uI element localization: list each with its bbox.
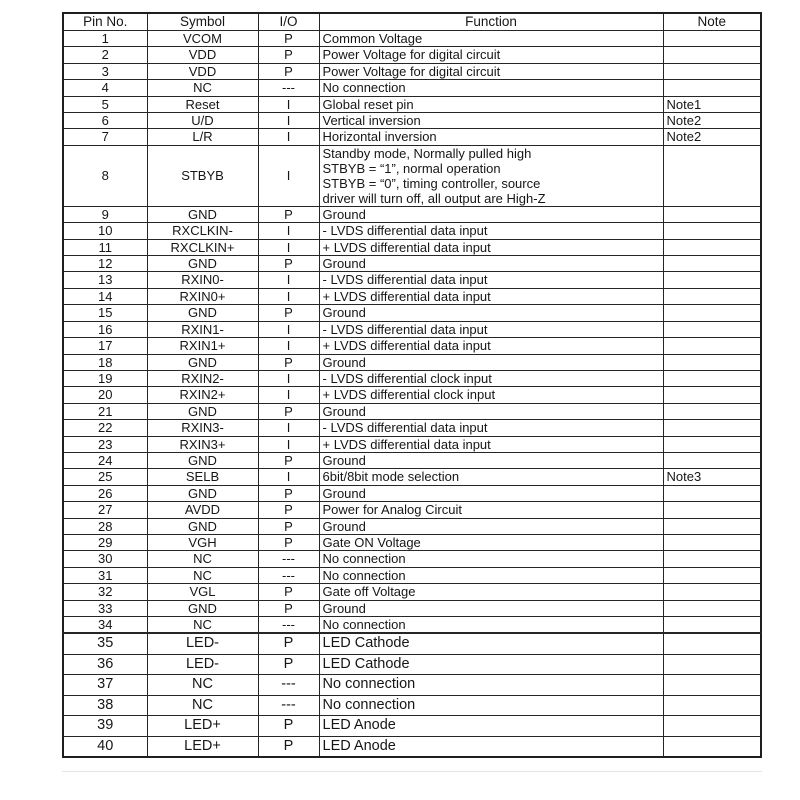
pin-note — [663, 288, 761, 304]
pin-row-14 — [63, 288, 761, 304]
pin-function: + LVDS differential clock input — [319, 387, 663, 403]
pin-note — [663, 403, 761, 419]
pin-note — [663, 654, 761, 675]
pin-row-28 — [63, 518, 761, 534]
pin-symbol: AVDD — [147, 502, 258, 518]
pin-io: I — [258, 145, 319, 206]
pin-note — [663, 145, 761, 206]
pin-note — [663, 272, 761, 288]
pin-number: 8 — [63, 145, 147, 206]
pin-function: - LVDS differential data input — [319, 272, 663, 288]
pin-row-15 — [63, 305, 761, 321]
pin-io: --- — [258, 567, 319, 583]
pin-function: + LVDS differential data input — [319, 436, 663, 452]
pin-note — [663, 223, 761, 239]
pin-function: 6bit/8bit mode selection — [319, 469, 663, 485]
table-header-row — [63, 13, 761, 31]
pin-function: - LVDS differential clock input — [319, 370, 663, 386]
pin-note — [663, 31, 761, 47]
pin-symbol: L/R — [147, 129, 258, 145]
pin-io: I — [258, 129, 319, 145]
pin-symbol: LED+ — [147, 716, 258, 737]
pin-io: P — [258, 518, 319, 534]
pin-symbol: NC — [147, 695, 258, 716]
pin-symbol: RXIN0- — [147, 272, 258, 288]
pin-note — [663, 256, 761, 272]
pin-assignment-table — [62, 12, 762, 758]
pin-note — [663, 80, 761, 96]
pin-number: 23 — [63, 436, 147, 452]
pin-number: 33 — [63, 600, 147, 616]
pin-row-13 — [63, 272, 761, 288]
pin-note — [663, 305, 761, 321]
pin-symbol: GND — [147, 485, 258, 501]
pin-note — [663, 695, 761, 716]
pin-symbol: SELB — [147, 469, 258, 485]
pin-symbol: NC — [147, 551, 258, 567]
pin-note — [663, 354, 761, 370]
pin-note — [663, 321, 761, 337]
pin-row-34 — [63, 617, 761, 634]
pin-row-9 — [63, 206, 761, 222]
pin-symbol: GND — [147, 600, 258, 616]
pin-function: Ground — [319, 485, 663, 501]
pin-function: Power for Analog Circuit — [319, 502, 663, 518]
pin-io: I — [258, 338, 319, 354]
pin-function: No connection — [319, 695, 663, 716]
pin-number: 13 — [63, 272, 147, 288]
pin-row-20 — [63, 387, 761, 403]
pin-io: I — [258, 96, 319, 112]
pin-function: LED Cathode — [319, 654, 663, 675]
pin-function: - LVDS differential data input — [319, 321, 663, 337]
pin-row-2 — [63, 47, 761, 63]
pin-note — [663, 600, 761, 616]
pin-row-24 — [63, 452, 761, 468]
pin-note: Note2 — [663, 113, 761, 129]
pin-io: P — [258, 633, 319, 654]
pin-function: Ground — [319, 452, 663, 468]
pin-number: 18 — [63, 354, 147, 370]
pin-io: I — [258, 469, 319, 485]
pin-function: + LVDS differential data input — [319, 239, 663, 255]
pin-symbol: Reset — [147, 96, 258, 112]
pin-io: P — [258, 485, 319, 501]
pin-number: 24 — [63, 452, 147, 468]
pin-number: 36 — [63, 654, 147, 675]
pin-symbol: NC — [147, 617, 258, 634]
pin-number: 28 — [63, 518, 147, 534]
pin-symbol: VGH — [147, 534, 258, 550]
pin-io: --- — [258, 675, 319, 696]
pin-function: No connection — [319, 567, 663, 583]
pin-row-18 — [63, 354, 761, 370]
pin-note — [663, 584, 761, 600]
pin-io: --- — [258, 617, 319, 634]
column-header-i-o: I/O — [258, 13, 319, 31]
pin-io: I — [258, 370, 319, 386]
pin-row-19 — [63, 370, 761, 386]
pin-number: 35 — [63, 633, 147, 654]
pin-io: I — [258, 420, 319, 436]
pin-row-29 — [63, 534, 761, 550]
pin-io: P — [258, 452, 319, 468]
pin-note — [663, 239, 761, 255]
pin-function-line: Standby mode, Normally pulled high — [322, 145, 532, 161]
pin-row-32 — [63, 584, 761, 600]
pin-note — [663, 370, 761, 386]
pin-number: 26 — [63, 485, 147, 501]
pin-number: 5 — [63, 96, 147, 112]
pin-io: P — [258, 63, 319, 79]
pin-function: LED Cathode — [319, 633, 663, 654]
pin-number: 27 — [63, 502, 147, 518]
pin-number: 4 — [63, 80, 147, 96]
pin-io: P — [258, 654, 319, 675]
pin-io: P — [258, 584, 319, 600]
pin-symbol: RXCLKIN- — [147, 223, 258, 239]
pin-symbol: LED- — [147, 633, 258, 654]
pin-number: 16 — [63, 321, 147, 337]
column-header-symbol: Symbol — [147, 13, 258, 31]
pin-note — [663, 63, 761, 79]
pin-row-33 — [63, 600, 761, 616]
pin-function: Power Voltage for digital circuit — [319, 47, 663, 63]
pin-row-23 — [63, 436, 761, 452]
pin-number: 21 — [63, 403, 147, 419]
pin-io: P — [258, 736, 319, 757]
pin-symbol: RXIN2+ — [147, 387, 258, 403]
pin-symbol: RXIN3+ — [147, 436, 258, 452]
pin-number: 14 — [63, 288, 147, 304]
pin-number: 2 — [63, 47, 147, 63]
pin-io: I — [258, 239, 319, 255]
pin-function: No connection — [319, 617, 663, 634]
pin-function: Gate ON Voltage — [319, 534, 663, 550]
pin-note — [663, 502, 761, 518]
pin-function: No connection — [319, 551, 663, 567]
pin-number: 10 — [63, 223, 147, 239]
pin-function: No connection — [319, 675, 663, 696]
pin-note — [663, 567, 761, 583]
pin-number: 3 — [63, 63, 147, 79]
pin-function: - LVDS differential data input — [319, 420, 663, 436]
pin-number: 15 — [63, 305, 147, 321]
pin-function: Horizontal inversion — [319, 129, 663, 145]
pin-io: P — [258, 600, 319, 616]
pin-function-line: driver will turn off, all output are High-Z — [322, 190, 546, 206]
pin-row-17 — [63, 338, 761, 354]
pin-row-6 — [63, 113, 761, 129]
pin-row-26 — [63, 485, 761, 501]
pin-row-4 — [63, 80, 761, 96]
pin-function: Ground — [319, 600, 663, 616]
column-header-function: Function — [319, 13, 663, 31]
pin-number: 12 — [63, 256, 147, 272]
pin-number: 1 — [63, 31, 147, 47]
pin-row-7 — [63, 129, 761, 145]
pin-number: 38 — [63, 695, 147, 716]
pin-number: 29 — [63, 534, 147, 550]
pin-function: Ground — [319, 256, 663, 272]
pin-number: 39 — [63, 716, 147, 737]
pin-row-1 — [63, 31, 761, 47]
pin-symbol: NC — [147, 675, 258, 696]
pin-row-35 — [63, 633, 761, 654]
pin-row-30 — [63, 551, 761, 567]
pin-row-39 — [63, 716, 761, 737]
pin-number: 22 — [63, 420, 147, 436]
pin-io: I — [258, 387, 319, 403]
pin-function: Global reset pin — [319, 96, 663, 112]
pin-number: 19 — [63, 370, 147, 386]
pin-note — [663, 436, 761, 452]
pin-note: Note2 — [663, 129, 761, 145]
pin-function: Vertical inversion — [319, 113, 663, 129]
pin-number: 32 — [63, 584, 147, 600]
pin-symbol: RXIN1+ — [147, 338, 258, 354]
pin-row-38 — [63, 695, 761, 716]
pin-row-11 — [63, 239, 761, 255]
pin-io: P — [258, 31, 319, 47]
pin-symbol: RXCLKIN+ — [147, 239, 258, 255]
pin-function: LED Anode — [319, 736, 663, 757]
pin-number: 40 — [63, 736, 147, 757]
pin-function: Common Voltage — [319, 31, 663, 47]
pin-function: + LVDS differential data input — [319, 338, 663, 354]
pin-function: Ground — [319, 403, 663, 419]
pin-function — [319, 145, 663, 206]
pin-symbol: NC — [147, 80, 258, 96]
pin-row-27 — [63, 502, 761, 518]
pin-row-3 — [63, 63, 761, 79]
pin-io: I — [258, 288, 319, 304]
pin-number: 20 — [63, 387, 147, 403]
pin-symbol: RXIN0+ — [147, 288, 258, 304]
pin-function-line: STBYB = “0”, timing controller, source — [322, 175, 541, 191]
pin-symbol: GND — [147, 305, 258, 321]
pin-symbol: GND — [147, 256, 258, 272]
pin-note — [663, 338, 761, 354]
pin-function: Ground — [319, 518, 663, 534]
pin-number: 37 — [63, 675, 147, 696]
pin-row-22 — [63, 420, 761, 436]
pin-note — [663, 633, 761, 654]
pin-number: 34 — [63, 617, 147, 634]
pin-function-line: STBYB = “1”, normal operation — [322, 160, 501, 176]
pin-function: Ground — [319, 206, 663, 222]
pin-note — [663, 420, 761, 436]
pin-function: Ground — [319, 305, 663, 321]
pin-symbol: STBYB — [147, 145, 258, 206]
pin-io: P — [258, 502, 319, 518]
pin-function: No connection — [319, 80, 663, 96]
pin-io: --- — [258, 695, 319, 716]
pin-io: P — [258, 354, 319, 370]
pin-symbol: VDD — [147, 47, 258, 63]
pin-note — [663, 206, 761, 222]
pin-io: --- — [258, 551, 319, 567]
pin-row-10 — [63, 223, 761, 239]
pin-io: P — [258, 206, 319, 222]
pin-row-5 — [63, 96, 761, 112]
pin-io: P — [258, 47, 319, 63]
pin-function: LED Anode — [319, 716, 663, 737]
pin-note — [663, 736, 761, 757]
pin-io: P — [258, 403, 319, 419]
pin-number: 30 — [63, 551, 147, 567]
pin-number: 11 — [63, 239, 147, 255]
pin-number: 31 — [63, 567, 147, 583]
pin-row-31 — [63, 567, 761, 583]
pin-note — [663, 485, 761, 501]
pin-io: P — [258, 716, 319, 737]
pin-note: Note1 — [663, 96, 761, 112]
pin-io: --- — [258, 80, 319, 96]
pin-row-16 — [63, 321, 761, 337]
pin-row-21 — [63, 403, 761, 419]
pin-note: Note3 — [663, 469, 761, 485]
pin-note — [663, 387, 761, 403]
pin-symbol: GND — [147, 518, 258, 534]
pin-note — [663, 518, 761, 534]
pin-function: Gate off Voltage — [319, 584, 663, 600]
pin-note — [663, 534, 761, 550]
pin-symbol: VGL — [147, 584, 258, 600]
pin-io: I — [258, 321, 319, 337]
pin-note — [663, 47, 761, 63]
pin-number: 17 — [63, 338, 147, 354]
pin-symbol: NC — [147, 567, 258, 583]
pin-number: 9 — [63, 206, 147, 222]
pin-io: I — [258, 272, 319, 288]
pin-symbol: RXIN3- — [147, 420, 258, 436]
column-header-note: Note — [663, 13, 761, 31]
pin-row-8 — [63, 145, 761, 206]
pin-symbol: GND — [147, 354, 258, 370]
pin-io: P — [258, 256, 319, 272]
pin-note — [663, 551, 761, 567]
pin-symbol: U/D — [147, 113, 258, 129]
pin-function: Ground — [319, 354, 663, 370]
pin-symbol: RXIN2- — [147, 370, 258, 386]
pin-number: 6 — [63, 113, 147, 129]
scan-artifact-line — [62, 771, 762, 772]
pin-row-37 — [63, 675, 761, 696]
pin-number: 25 — [63, 469, 147, 485]
pin-note — [663, 675, 761, 696]
pin-io: I — [258, 223, 319, 239]
pin-io: P — [258, 534, 319, 550]
pin-row-12 — [63, 256, 761, 272]
pin-symbol: VDD — [147, 63, 258, 79]
pin-row-36 — [63, 654, 761, 675]
pin-row-40 — [63, 736, 761, 757]
pin-note — [663, 716, 761, 737]
pin-symbol: GND — [147, 403, 258, 419]
pin-note — [663, 452, 761, 468]
pin-io: P — [258, 305, 319, 321]
pin-io: I — [258, 436, 319, 452]
pin-function: Power Voltage for digital circuit — [319, 63, 663, 79]
pin-symbol: GND — [147, 452, 258, 468]
pin-number: 7 — [63, 129, 147, 145]
pin-symbol: LED+ — [147, 736, 258, 757]
pin-note — [663, 617, 761, 634]
pin-symbol: VCOM — [147, 31, 258, 47]
pin-symbol: RXIN1- — [147, 321, 258, 337]
pin-symbol: GND — [147, 206, 258, 222]
pin-function: + LVDS differential data input — [319, 288, 663, 304]
pin-symbol: LED- — [147, 654, 258, 675]
pin-function: - LVDS differential data input — [319, 223, 663, 239]
pin-io: I — [258, 113, 319, 129]
column-header-pin-no-: Pin No. — [63, 13, 147, 31]
pin-row-25 — [63, 469, 761, 485]
